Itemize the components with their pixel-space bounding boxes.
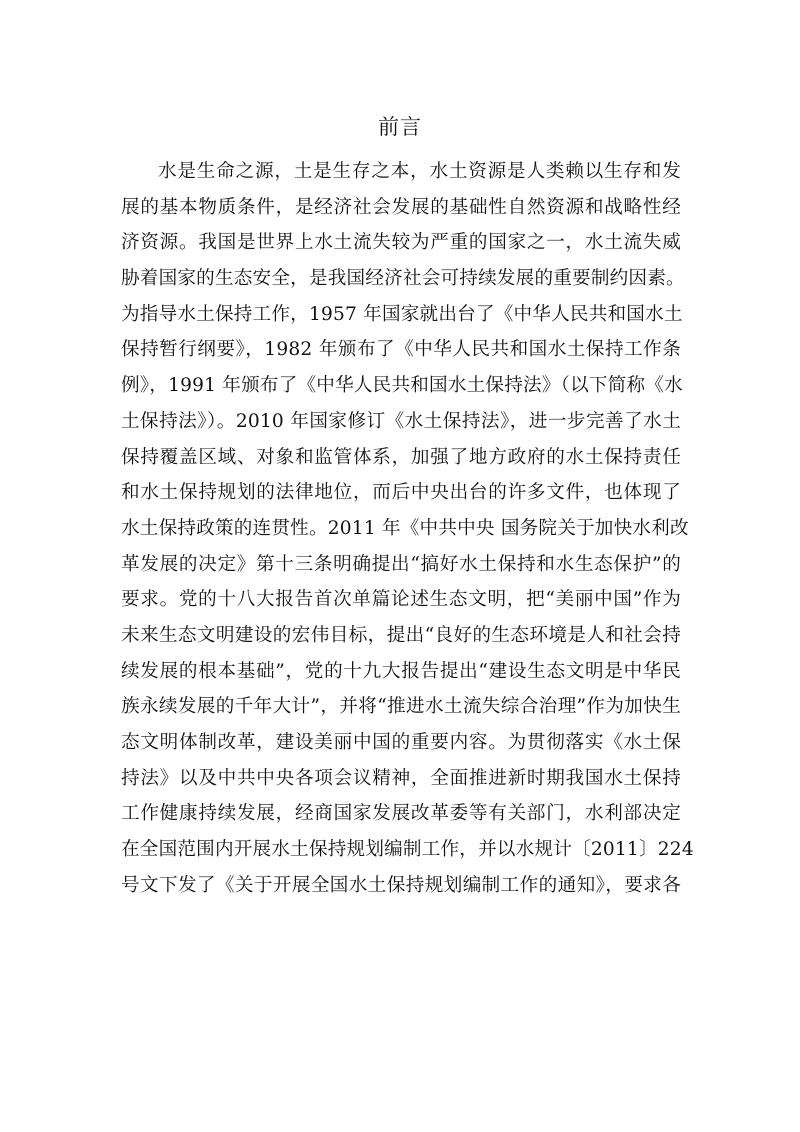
text-line: 要求。党的十八大报告首次单篇论述生态文明，把“美丽中国”作为 — [121, 589, 681, 611]
text-line: 和水土保持规划的法律地位，而后中央出台的许多文件，也体现了 — [121, 482, 681, 504]
text-line: 保持暂行纲要》，1982 年颁布了《中华人民共和国水土保持工作条 — [121, 339, 681, 361]
text-line: 族永续发展的千年大计”，并将“推进水土流失综合治理”作为加快生 — [121, 696, 681, 718]
text-line: 保持覆盖区域、对象和监管体系，加强了地方政府的水土保持责任 — [121, 446, 681, 468]
preface-paragraph — [121, 157, 694, 906]
text-line: 革发展的决定》第十三条明确提出“搞好水土保持和水生态保护”的 — [121, 553, 681, 575]
text-line: 济资源。我国是世界上水土流失较为严重的国家之一，水土流失威 — [121, 232, 681, 254]
text-line: 在全国范围内开展水土保持规划编制工作，并以水规计〔2011〕224 — [121, 839, 694, 861]
text-line: 态文明体制改革，建设美丽中国的重要内容。为贯彻落实《水土保 — [121, 732, 681, 753]
text-line: 土保持法》）。2010 年国家修订《水土保持法》，进一步完善了水土 — [121, 410, 681, 432]
text-line: 工作健康持续发展，经商国家发展改革委等有关部门，水利部决定 — [121, 803, 681, 825]
text-line: 未来生态文明建设的宏伟目标，提出“良好的生态环境是人和社会持 — [121, 624, 681, 646]
text-line: 水是生命之源，土是生存之本，水土资源是人类赖以生存和发 — [158, 161, 681, 182]
text-line: 号文下发了《关于开展全国水土保持规划编制工作的通知》，要求各 — [121, 874, 681, 896]
text-line: 例》，1991 年颁布了《中华人民共和国水土保持法》（以下简称《水 — [121, 375, 683, 397]
text-line: 展的基本物质条件，是经济社会发展的基础性自然资源和战略性经 — [121, 196, 681, 218]
text-line: 水土保持政策的连贯性。2011 年《中共中央 国务院关于加快水利改 — [121, 517, 689, 539]
text-line: 持法》以及中共中央各项会议精神，全面推进新时期我国水土保持 — [121, 767, 681, 789]
page-title: 前言 — [378, 115, 422, 139]
text-line: 胁着国家的生态安全，是我国经济社会可持续发展的重要制约因素。 — [121, 268, 685, 290]
text-line: 续发展的根本基础”，党的十九大报告提出“建设生态文明是中华民 — [121, 660, 681, 682]
text-line: 为指导水土保持工作，1957 年国家就出台了《中华人民共和国水土 — [121, 303, 683, 325]
